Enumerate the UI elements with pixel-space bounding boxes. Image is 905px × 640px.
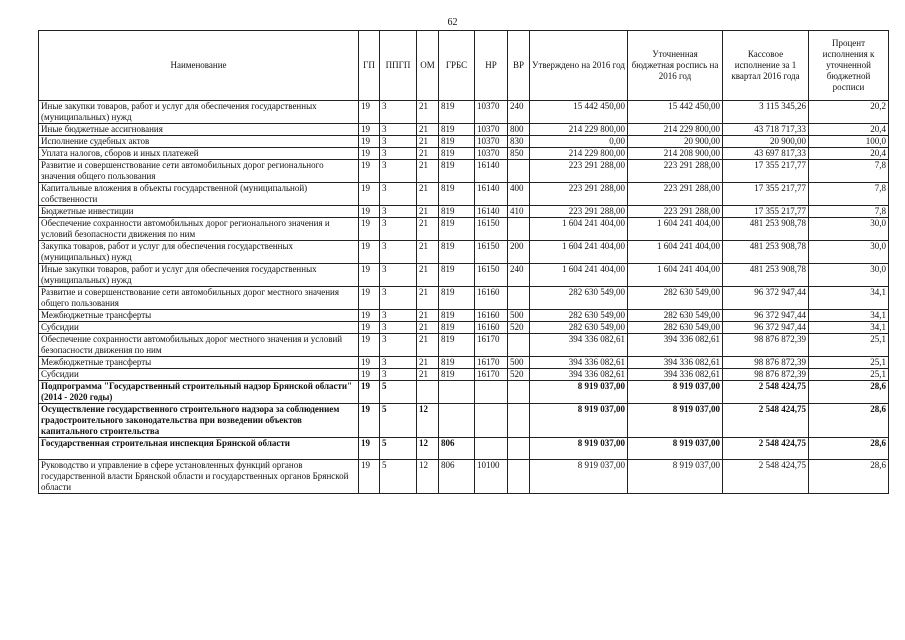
cell-refined: 1 604 241 404,00: [628, 241, 723, 264]
cell-ppgp: 3: [380, 124, 417, 136]
cell-name: Обеспечение сохранности автомобильных дорог местного значения и условий безопасности движения по ним: [39, 334, 359, 357]
cell-refined: 282 630 549,00: [628, 287, 723, 310]
cell-grbs: 819: [439, 357, 475, 369]
cell-vr: 500: [508, 357, 530, 369]
cell-percent: 34,1: [809, 310, 889, 322]
cell-name: Закупка товаров, работ и услуг для обеспечения государственных (муниципальных) нужд: [39, 241, 359, 264]
cell-percent: 28,6: [809, 460, 889, 494]
cell-grbs: [439, 404, 475, 438]
table-row: [39, 148, 889, 160]
header-nr: НР: [475, 31, 508, 101]
cell-gp: 19: [359, 148, 380, 160]
cell-vr: 400: [508, 183, 530, 206]
cell-ppgp: 3: [380, 369, 417, 381]
cell-gp: 19: [359, 460, 380, 494]
cell-cash: 2 548 424,75: [723, 381, 809, 404]
cell-percent: 25,1: [809, 369, 889, 381]
cell-gp: 19: [359, 438, 380, 460]
cell-nr: [475, 404, 508, 438]
cell-name: Бюджетные инвестиции: [39, 206, 359, 218]
table-body: [39, 101, 889, 494]
cell-ppgp: 3: [380, 264, 417, 287]
cell-om: 21: [417, 124, 439, 136]
table-row: [39, 460, 889, 494]
header-cash: Кассовое исполнение за 1 квартал 2016 года: [723, 31, 809, 101]
cell-ppgp: 3: [380, 160, 417, 183]
header-ppgp: ППГП: [380, 31, 417, 101]
cell-om: 21: [417, 369, 439, 381]
cell-ppgp: 5: [380, 438, 417, 460]
cell-vr: [508, 218, 530, 241]
cell-nr: 10100: [475, 460, 508, 494]
cell-cash: 96 372 947,44: [723, 287, 809, 310]
cell-cash: 17 355 217,77: [723, 183, 809, 206]
cell-nr: 10370: [475, 136, 508, 148]
cell-approved: 223 291 288,00: [530, 160, 628, 183]
cell-vr: 800: [508, 124, 530, 136]
cell-vr: [508, 334, 530, 357]
cell-gp: 19: [359, 160, 380, 183]
table-row: [39, 136, 889, 148]
cell-name: Уплата налогов, сборов и иных платежей: [39, 148, 359, 160]
cell-om: 21: [417, 218, 439, 241]
cell-percent: 30,0: [809, 264, 889, 287]
cell-ppgp: 3: [380, 206, 417, 218]
table-row: [39, 310, 889, 322]
cell-percent: 25,1: [809, 357, 889, 369]
cell-gp: 19: [359, 287, 380, 310]
cell-approved: 394 336 082,61: [530, 357, 628, 369]
cell-cash: 481 253 908,78: [723, 241, 809, 264]
cell-nr: 10370: [475, 124, 508, 136]
cell-om: 21: [417, 183, 439, 206]
cell-gp: 19: [359, 101, 380, 124]
cell-vr: [508, 404, 530, 438]
cell-approved: 8 919 037,00: [530, 438, 628, 460]
cell-approved: 214 229 800,00: [530, 148, 628, 160]
cell-name: Субсидии: [39, 369, 359, 381]
cell-om: 21: [417, 287, 439, 310]
cell-gp: 19: [359, 369, 380, 381]
header-gp: ГП: [359, 31, 380, 101]
cell-ppgp: 3: [380, 310, 417, 322]
cell-refined: 282 630 549,00: [628, 322, 723, 334]
cell-om: 21: [417, 206, 439, 218]
cell-om: 21: [417, 148, 439, 160]
cell-om: 12: [417, 404, 439, 438]
cell-grbs: 819: [439, 322, 475, 334]
table-row: [39, 322, 889, 334]
cell-gp: 19: [359, 218, 380, 241]
cell-nr: 16170: [475, 369, 508, 381]
cell-approved: 214 229 800,00: [530, 124, 628, 136]
cell-cash: 98 876 872,39: [723, 357, 809, 369]
cell-grbs: 819: [439, 287, 475, 310]
cell-nr: 16160: [475, 287, 508, 310]
table-row: [39, 264, 889, 287]
cell-grbs: 819: [439, 101, 475, 124]
table-row: [39, 101, 889, 124]
cell-grbs: [439, 381, 475, 404]
cell-vr: 200: [508, 241, 530, 264]
cell-name: Субсидии: [39, 322, 359, 334]
cell-refined: 15 442 450,00: [628, 101, 723, 124]
cell-approved: 8 919 037,00: [530, 460, 628, 494]
cell-grbs: 819: [439, 310, 475, 322]
cell-om: 21: [417, 241, 439, 264]
cell-gp: 19: [359, 322, 380, 334]
cell-refined: 282 630 549,00: [628, 310, 723, 322]
cell-ppgp: 3: [380, 241, 417, 264]
table-row: [39, 160, 889, 183]
cell-percent: 34,1: [809, 322, 889, 334]
cell-om: 21: [417, 264, 439, 287]
cell-cash: 481 253 908,78: [723, 218, 809, 241]
cell-refined: 8 919 037,00: [628, 460, 723, 494]
cell-nr: 16150: [475, 241, 508, 264]
cell-cash: 20 900,00: [723, 136, 809, 148]
cell-gp: 19: [359, 241, 380, 264]
cell-percent: 28,6: [809, 438, 889, 460]
cell-percent: 28,6: [809, 381, 889, 404]
table-row: [39, 183, 889, 206]
cell-approved: 394 336 082,61: [530, 334, 628, 357]
cell-approved: 223 291 288,00: [530, 183, 628, 206]
cell-refined: 20 900,00: [628, 136, 723, 148]
header-percent: Процент исполнения к уточненной бюджетной росписи: [809, 31, 889, 101]
cell-name: Межбюджетные трансферты: [39, 310, 359, 322]
cell-om: 21: [417, 357, 439, 369]
cell-gp: 19: [359, 334, 380, 357]
cell-percent: 25,1: [809, 334, 889, 357]
cell-refined: 223 291 288,00: [628, 183, 723, 206]
cell-grbs: 819: [439, 369, 475, 381]
cell-ppgp: 5: [380, 404, 417, 438]
cell-name: Исполнение судебных актов: [39, 136, 359, 148]
cell-name: Подпрограмма "Государственный строительный надзор Брянской области" (2014 - 2020 годы): [39, 381, 359, 404]
header-refined: Уточненная бюджетная роспись на 2016 год: [628, 31, 723, 101]
budget-execution-table: [38, 30, 889, 494]
cell-vr: 830: [508, 136, 530, 148]
cell-om: 21: [417, 136, 439, 148]
cell-name: Капитальные вложения в объекты государственной (муниципальной) собственности: [39, 183, 359, 206]
cell-percent: 20,4: [809, 148, 889, 160]
cell-approved: 1 604 241 404,00: [530, 264, 628, 287]
cell-refined: 214 208 900,00: [628, 148, 723, 160]
cell-approved: 15 442 450,00: [530, 101, 628, 124]
cell-cash: 17 355 217,77: [723, 160, 809, 183]
table-row: [39, 438, 889, 460]
cell-percent: 100,0: [809, 136, 889, 148]
cell-percent: 7,8: [809, 206, 889, 218]
cell-cash: 96 372 947,44: [723, 322, 809, 334]
table-row: [39, 218, 889, 241]
cell-gp: 19: [359, 183, 380, 206]
cell-name: Иные закупки товаров, работ и услуг для обеспечения государственных (муниципальных) нужд: [39, 101, 359, 124]
cell-cash: 481 253 908,78: [723, 264, 809, 287]
cell-vr: 240: [508, 101, 530, 124]
cell-name: Иные бюджетные ассигнования: [39, 124, 359, 136]
cell-om: [417, 381, 439, 404]
cell-cash: 43 718 717,33: [723, 124, 809, 136]
table-row: [39, 124, 889, 136]
cell-grbs: 819: [439, 334, 475, 357]
cell-nr: 16140: [475, 160, 508, 183]
table-row: [39, 404, 889, 438]
cell-vr: [508, 381, 530, 404]
cell-name: Обеспечение сохранности автомобильных дорог регионального значения и условий безопасности движения по ним: [39, 218, 359, 241]
cell-grbs: 819: [439, 148, 475, 160]
cell-approved: 1 604 241 404,00: [530, 218, 628, 241]
cell-name: Межбюджетные трансферты: [39, 357, 359, 369]
cell-approved: 8 919 037,00: [530, 404, 628, 438]
cell-gp: 19: [359, 206, 380, 218]
cell-percent: 7,8: [809, 183, 889, 206]
cell-nr: 10370: [475, 101, 508, 124]
cell-vr: 500: [508, 310, 530, 322]
cell-cash: 17 355 217,77: [723, 206, 809, 218]
cell-gp: 19: [359, 136, 380, 148]
cell-gp: 19: [359, 310, 380, 322]
cell-grbs: 819: [439, 136, 475, 148]
cell-grbs: 806: [439, 460, 475, 494]
cell-om: 21: [417, 310, 439, 322]
cell-nr: [475, 438, 508, 460]
cell-vr: 520: [508, 369, 530, 381]
cell-refined: 394 336 082,61: [628, 334, 723, 357]
cell-approved: 223 291 288,00: [530, 206, 628, 218]
cell-nr: 16140: [475, 206, 508, 218]
cell-cash: 2 548 424,75: [723, 438, 809, 460]
cell-refined: 8 919 037,00: [628, 381, 723, 404]
cell-om: 12: [417, 460, 439, 494]
header-name: Наименование: [39, 31, 359, 101]
cell-nr: 16150: [475, 218, 508, 241]
cell-gp: 19: [359, 264, 380, 287]
table-row: [39, 369, 889, 381]
cell-refined: 8 919 037,00: [628, 404, 723, 438]
cell-vr: [508, 287, 530, 310]
cell-cash: 98 876 872,39: [723, 369, 809, 381]
cell-cash: 2 548 424,75: [723, 460, 809, 494]
table-header-row: [39, 31, 889, 101]
cell-gp: 19: [359, 357, 380, 369]
header-grbs: ГРБС: [439, 31, 475, 101]
cell-vr: 520: [508, 322, 530, 334]
cell-name: Осуществление государственного строительного надзора за соблюдением градостроительного законодательства при возведении объектов капитального строительства: [39, 404, 359, 438]
cell-ppgp: 3: [380, 183, 417, 206]
cell-nr: 10370: [475, 148, 508, 160]
cell-refined: 223 291 288,00: [628, 160, 723, 183]
table-row: [39, 381, 889, 404]
cell-nr: 16170: [475, 334, 508, 357]
cell-name: Руководство и управление в сфере установленных функций органов государственной власти Брянской области и государственных органов Брянской области: [39, 460, 359, 494]
cell-name: Государственная строительная инспекция Брянской области: [39, 438, 359, 460]
cell-ppgp: 3: [380, 322, 417, 334]
cell-grbs: 819: [439, 124, 475, 136]
cell-approved: 282 630 549,00: [530, 287, 628, 310]
table-row: [39, 241, 889, 264]
cell-nr: 16160: [475, 322, 508, 334]
cell-cash: 98 876 872,39: [723, 334, 809, 357]
cell-vr: [508, 438, 530, 460]
cell-nr: 16160: [475, 310, 508, 322]
cell-nr: 16140: [475, 183, 508, 206]
cell-grbs: 819: [439, 183, 475, 206]
header-vr: ВР: [508, 31, 530, 101]
cell-approved: 282 630 549,00: [530, 310, 628, 322]
cell-vr: [508, 160, 530, 183]
cell-refined: 394 336 082,61: [628, 369, 723, 381]
cell-vr: [508, 460, 530, 494]
cell-approved: 8 919 037,00: [530, 381, 628, 404]
cell-grbs: 819: [439, 264, 475, 287]
cell-ppgp: 3: [380, 218, 417, 241]
cell-grbs: 819: [439, 206, 475, 218]
table-row: [39, 206, 889, 218]
cell-ppgp: 3: [380, 148, 417, 160]
cell-vr: 850: [508, 148, 530, 160]
cell-nr: 16150: [475, 264, 508, 287]
cell-ppgp: 5: [380, 381, 417, 404]
cell-approved: 1 604 241 404,00: [530, 241, 628, 264]
cell-om: 21: [417, 334, 439, 357]
header-approved: Утверждено на 2016 год: [530, 31, 628, 101]
cell-percent: 7,8: [809, 160, 889, 183]
cell-percent: 30,0: [809, 218, 889, 241]
cell-percent: 20,4: [809, 124, 889, 136]
cell-cash: 3 115 345,26: [723, 101, 809, 124]
cell-ppgp: 5: [380, 460, 417, 494]
cell-om: 21: [417, 322, 439, 334]
table-row: [39, 287, 889, 310]
cell-ppgp: 3: [380, 136, 417, 148]
cell-refined: 214 229 800,00: [628, 124, 723, 136]
cell-vr: 240: [508, 264, 530, 287]
table-row: [39, 334, 889, 357]
cell-grbs: 819: [439, 241, 475, 264]
cell-percent: 28,6: [809, 404, 889, 438]
cell-gp: 19: [359, 404, 380, 438]
cell-ppgp: 3: [380, 357, 417, 369]
cell-approved: 282 630 549,00: [530, 322, 628, 334]
cell-cash: 2 548 424,75: [723, 404, 809, 438]
cell-nr: [475, 381, 508, 404]
cell-percent: 34,1: [809, 287, 889, 310]
cell-om: 21: [417, 160, 439, 183]
cell-ppgp: 3: [380, 334, 417, 357]
cell-cash: 96 372 947,44: [723, 310, 809, 322]
cell-refined: 8 919 037,00: [628, 438, 723, 460]
cell-approved: 0,00: [530, 136, 628, 148]
cell-om: 21: [417, 101, 439, 124]
cell-refined: 223 291 288,00: [628, 206, 723, 218]
table-row: [39, 357, 889, 369]
cell-name: Развитие и совершенствование сети автомобильных дорог местного значения общего пользования: [39, 287, 359, 310]
cell-name: Развитие и совершенствование сети автомобильных дорог регионального значения общего пользования: [39, 160, 359, 183]
cell-ppgp: 3: [380, 101, 417, 124]
cell-gp: 19: [359, 124, 380, 136]
cell-om: 12: [417, 438, 439, 460]
cell-vr: 410: [508, 206, 530, 218]
cell-percent: 20,2: [809, 101, 889, 124]
cell-refined: 1 604 241 404,00: [628, 218, 723, 241]
cell-approved: 394 336 082,61: [530, 369, 628, 381]
cell-percent: 30,0: [809, 241, 889, 264]
cell-nr: 16170: [475, 357, 508, 369]
cell-cash: 43 697 817,33: [723, 148, 809, 160]
header-om: ОМ: [417, 31, 439, 101]
cell-refined: 394 336 082,61: [628, 357, 723, 369]
page-number: 62: [447, 17, 458, 28]
cell-name: Иные закупки товаров, работ и услуг для обеспечения государственных (муниципальных) нужд: [39, 264, 359, 287]
cell-grbs: 819: [439, 160, 475, 183]
cell-grbs: 806: [439, 438, 475, 460]
cell-grbs: 819: [439, 218, 475, 241]
cell-gp: 19: [359, 381, 380, 404]
cell-refined: 1 604 241 404,00: [628, 264, 723, 287]
cell-ppgp: 3: [380, 287, 417, 310]
